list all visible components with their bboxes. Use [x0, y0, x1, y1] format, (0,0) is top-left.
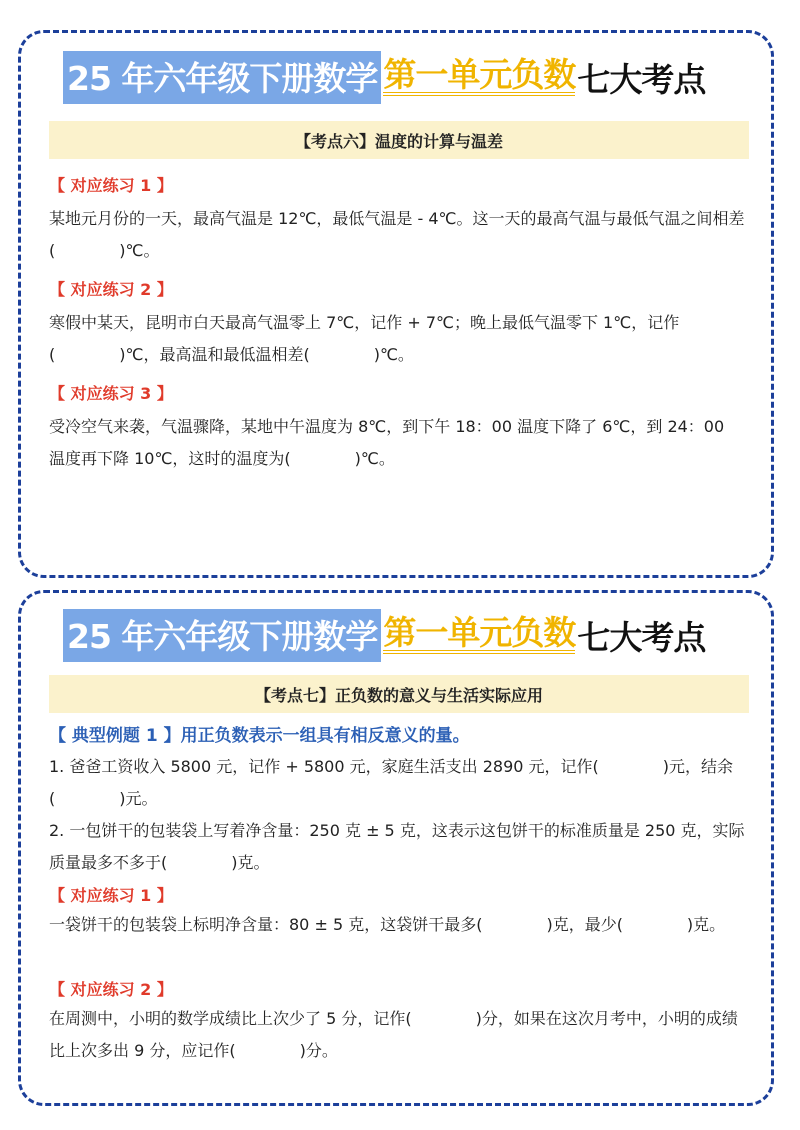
exercise-1-label: 【 对应练习 1 】	[49, 886, 173, 905]
title-points-text: 七大考点	[577, 59, 706, 99]
exercise-2-text: 寒假中某天，昆明市白天最高气温零上 7℃，记作 + 7℃；晚上最低气温零下 1℃，记作( )℃，最高温和最低温相差( )℃。	[49, 313, 680, 364]
worksheet-card-2	[18, 590, 774, 1106]
exercise-2-label: 【 对应练习 2 】	[49, 280, 173, 299]
topic-heading-text: 【考点六】温度的计算与温差	[294, 131, 503, 151]
exercise-2-text: 在周测中，小明的数学成绩比上次少了 5 分，记作( )分，如果在这次月考中，小明的成绩比上次多出 9 分，应记作( )分。	[49, 1009, 738, 1060]
exercise-1-text: 某地元月份的一天，最高气温是 12℃，最低气温是 - 4℃。这一天的最高气温与最低气温之间相差( )℃。	[49, 209, 745, 260]
title-grade-text: 25 年六年级下册数学	[63, 51, 381, 104]
example-1-heading: 【 典型例题 1 】用正负数表示一组具有相反意义的量。	[49, 726, 470, 746]
card-title	[63, 607, 705, 663]
exercise-2-label: 【 对应练习 2 】	[49, 980, 173, 999]
topic-heading	[49, 675, 749, 713]
card-title	[63, 49, 705, 105]
example-question-1: 1. 爸爸工资收入 5800 元，记作 + 5800 元，家庭生活支出 2890 元，记作( )元，结余( )元。	[49, 757, 734, 808]
worksheet-card-1	[18, 30, 774, 578]
topic-heading-text: 【考点七】正负数的意义与生活实际应用	[254, 685, 543, 705]
exercise-3-text: 受冷空气来袭，气温骤降，某地中午温度为 8℃，到下午 18：00 温度下降了 6℃，到 24：00 温度再下降 10℃，这时的温度为( )℃。	[49, 417, 725, 468]
topic-heading	[49, 121, 749, 159]
title-unit-text: 第一单元负数	[383, 58, 575, 97]
title-grade-text: 25 年六年级下册数学	[63, 609, 381, 662]
example-question-2: 2. 一包饼干的包装袋上写着净含量：250 克 ± 5 克，这表示这包饼干的标准质量是 250 克，实际质量最多不多于( )克。	[49, 821, 745, 872]
title-points-text: 七大考点	[577, 617, 706, 657]
title-unit-text: 第一单元负数	[383, 616, 575, 655]
exercise-1-text: 一袋饼干的包装袋上标明净含量：80 ± 5 克，这袋饼干最多( )克，最少( )克。	[49, 915, 726, 934]
exercise-3-label: 【 对应练习 3 】	[49, 384, 173, 403]
exercise-1-label: 【 对应练习 1 】	[49, 176, 173, 195]
